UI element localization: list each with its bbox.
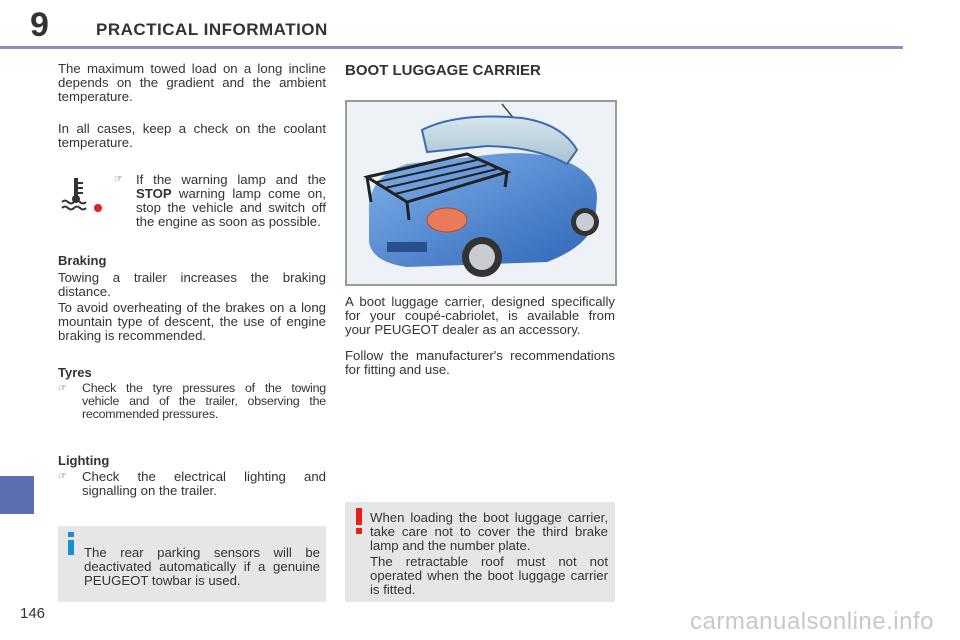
bullet-text-after: warning lamp come on, stop the vehicle and switch off the engine as soon as possible.	[136, 186, 326, 229]
towed-load-paragraph: The maximum towed load on a long incline depends on the gradient and the ambient temperature.	[58, 61, 326, 104]
lighting-bullet-text: Check the electrical lighting and signalling on the trailer.	[82, 469, 326, 498]
page-number: 146	[20, 605, 46, 622]
stop-warning-bullet	[114, 173, 326, 229]
warning-note-box	[345, 502, 615, 602]
braking-heading: Braking	[58, 253, 107, 268]
pointing-hand-icon: ☞	[114, 174, 123, 185]
watermark: carmanualsonline.info	[690, 608, 934, 635]
coolant-paragraph: In all cases, keep a check on the coolant temperature.	[58, 121, 326, 150]
lighting-heading: Lighting	[58, 453, 110, 468]
section-title: BOOT LUGGAGE CARRIER	[345, 62, 541, 79]
luggage-carrier-paragraph: A boot luggage carrier, designed specifically for your coupé-cabriolet, is available from your PEUGEOT dealer as an accessory.	[345, 294, 615, 337]
chapter-title: PRACTICAL INFORMATION	[96, 20, 328, 39]
header-rule	[0, 46, 903, 49]
exclamation-icon	[355, 508, 363, 534]
luggage-carrier-illustration	[345, 100, 617, 286]
braking-paragraph-2: To avoid overheating of the brakes on a long mountain type of descent, the use of engine braking is recommended.	[58, 300, 326, 343]
tyres-heading: Tyres	[58, 365, 92, 380]
warning-note-text	[370, 511, 608, 599]
chapter-number: 9	[30, 6, 49, 44]
warning-paragraph-2: The retractable roof must not not operated when the boot luggage carrier is fitted.	[370, 554, 608, 597]
pointing-hand-icon: ☞	[58, 383, 67, 394]
tyres-bullet-text: Check the tyre pressures of the towing vehicle and of the trailer, observing the recommended pressures.	[82, 381, 326, 421]
bullet-text-before: If the warning lamp and the	[136, 172, 326, 187]
coolant-temperature-warning-icon	[60, 176, 108, 216]
lighting-bullet	[58, 470, 326, 498]
info-note-box	[58, 526, 326, 602]
chapter-side-tab	[0, 476, 34, 514]
info-icon	[66, 532, 78, 556]
info-note-text: The rear parking sensors will be deactivated automatically if a genuine PEUGEOT towbar is used.	[84, 545, 320, 588]
stop-label: STOP	[136, 186, 172, 201]
braking-paragraph-1: Towing a trailer increases the braking distance.	[58, 270, 326, 299]
fitting-paragraph: Follow the manufacturer's recommendations for fitting and use.	[345, 348, 615, 377]
warning-paragraph-1: When loading the boot luggage carrier, take care not to cover the third brake lamp and the number plate.	[370, 510, 608, 553]
tyres-bullet	[58, 382, 326, 421]
pointing-hand-icon: ☞	[58, 471, 67, 482]
